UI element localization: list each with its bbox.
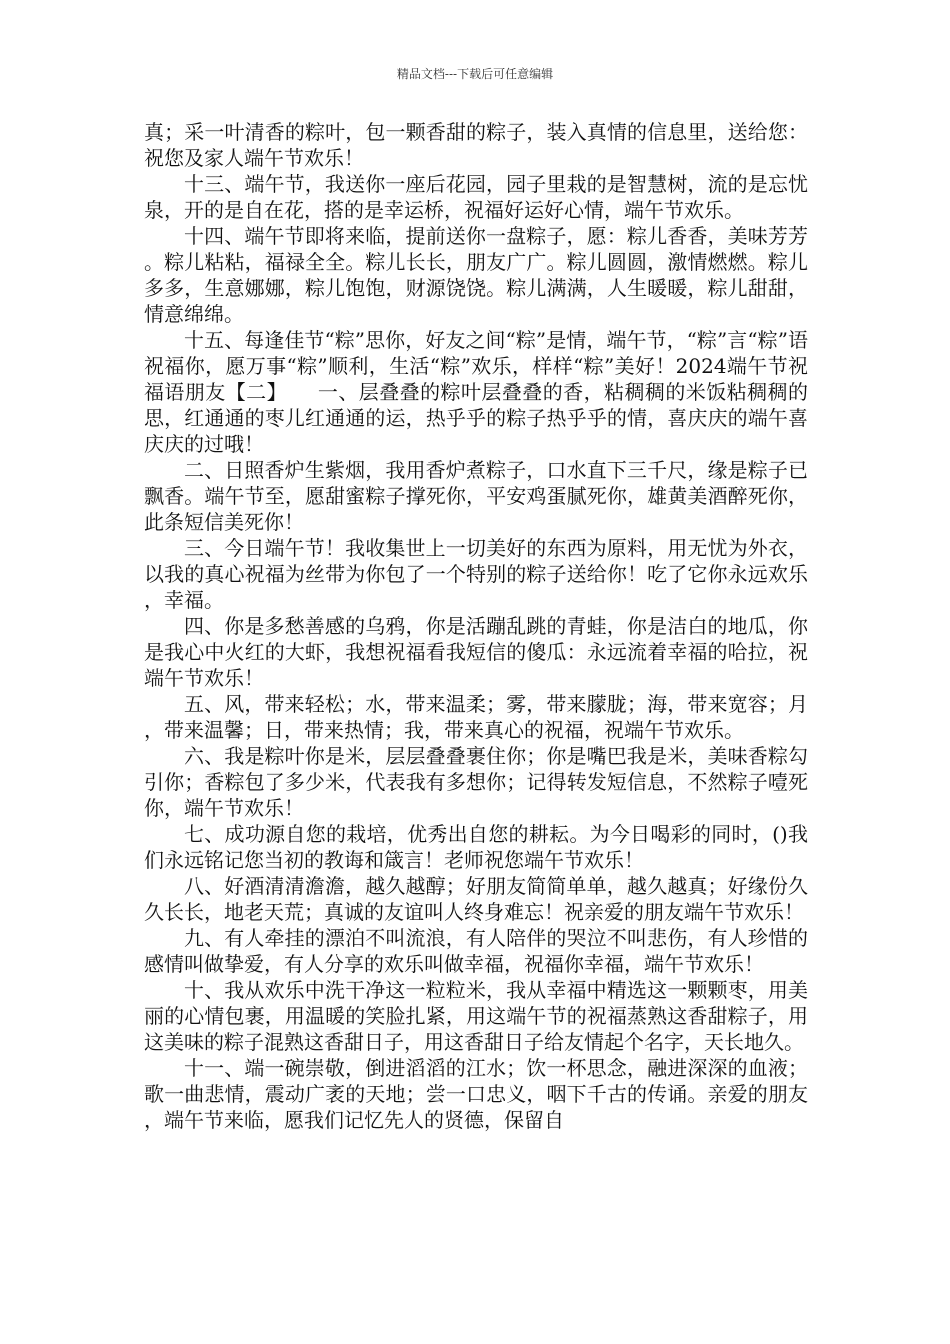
paragraph: 五、风，带来轻松；水，带来温柔；雾，带来朦胧；海，带来宽容；月，带来温馨；日，带来热情；我，带来真心的祝福，祝端午节欢乐。 <box>144 692 808 742</box>
paragraph: 七、成功源自您的栽培，优秀出自您的耕耘。为今日喝彩的同时，()我们永远铭记您当初的教诲和箴言！老师祝您端午节欢乐！ <box>144 822 808 872</box>
paragraph: 三、今日端午节！我收集世上一切美好的东西为原料，用无忧为外衣，以我的真心祝福为丝带为你包了一个特别的粽子送给你！吃了它你永远欢乐，幸福。 <box>144 536 808 612</box>
page-header: 精品文档---下载后可任意编辑 <box>396 67 554 81</box>
paragraph: 十、我从欢乐中洗干净这一粒粒米，我从幸福中精选这一颗颗枣，用美丽的心情包裹，用温暖的笑脸扎紧，用这端午节的祝福蒸熟这香甜粽子，用这美味的粽子混熟这香甜日子，用这香甜日子给友情起个名字，天长地久。 <box>144 978 808 1054</box>
paragraph: 九、有人牵挂的漂泊不叫流浪，有人陪伴的哭泣不叫悲伤，有人珍惜的感情叫做挚爱，有人分享的欢乐叫做幸福，祝福你幸福，端午节欢乐！ <box>144 926 808 976</box>
paragraph: 十四、端午节即将来临，提前送你一盘粽子，愿：粽儿香香，美味芳芳。粽儿粘粘，福禄全全。粽儿长长，朋友广广。粽儿圆圆，激情燃燃。粽儿多多，生意娜娜，粽儿饱饱，财源饶饶。粽儿满满，人生暖暖，粽儿甜甜，情意绵绵。 <box>144 224 808 326</box>
paragraph: 八、好酒清清澹澹，越久越醇；好朋友简简单单，越久越真；好缘份久久长长，地老天荒；真诚的友谊叫人终身难忘！祝亲爱的朋友端午节欢乐！ <box>144 874 808 924</box>
paragraph: 四、你是多愁善感的乌鸦，你是活蹦乱跳的青蛙，你是洁白的地瓜，你是我心中火红的大虾，我想祝福看我短信的傻瓜：永远流着幸福的哈拉，祝端午节欢乐！ <box>144 614 808 690</box>
document-body <box>144 119 808 1133</box>
paragraph: 六、我是粽叶你是米，层层叠叠裹住你；你是嘴巴我是米，美味香粽勾引你；香粽包了多少米，代表我有多想你；记得转发短信息，不然粽子噎死你，端午节欢乐！ <box>144 744 808 820</box>
paragraph: 真；采一叶清香的粽叶，包一颗香甜的粽子，装入真情的信息里，送给您：祝您及家人端午节欢乐！ <box>144 120 808 170</box>
paragraph: 十一、端一碗崇敬，倒进滔滔的江水；饮一杯思念，融进深深的血液；歌一曲悲情，震动广袤的天地；尝一口忠义，咽下千古的传诵。亲爱的朋友，端午节来临，愿我们记忆先人的贤德，保留自 <box>144 1056 808 1132</box>
paragraph: 十三、端午节，我送你一座后花园，园子里栽的是智慧树，流的是忘忧泉，开的是自在花，搭的是幸运桥，祝福好运好心情，端午节欢乐。 <box>144 172 808 222</box>
paragraph: 十五、每逢佳节“粽”思你，好友之间“粽”是情，端午节，“粽”言“粽”语祝福你，愿万事“粽”顺利，生活“粽”欢乐，样样“粽”美好！2024端午节祝福语朋友【二】 一、层叠叠的粽叶层叠叠的香，粘稠稠的米饭粘稠稠的思，红通通的枣儿红通通的运，热乎乎的粽子热乎乎的情，喜庆庆的端午喜庆庆的过哦！ <box>144 328 808 456</box>
paragraph: 二、日照香炉生紫烟，我用香炉煮粽子，口水直下三千尺，缘是粽子已飘香。端午节至，愿甜蜜粽子撑死你，平安鸡蛋腻死你，雄黄美酒醉死你，此条短信美死你！ <box>144 458 808 534</box>
